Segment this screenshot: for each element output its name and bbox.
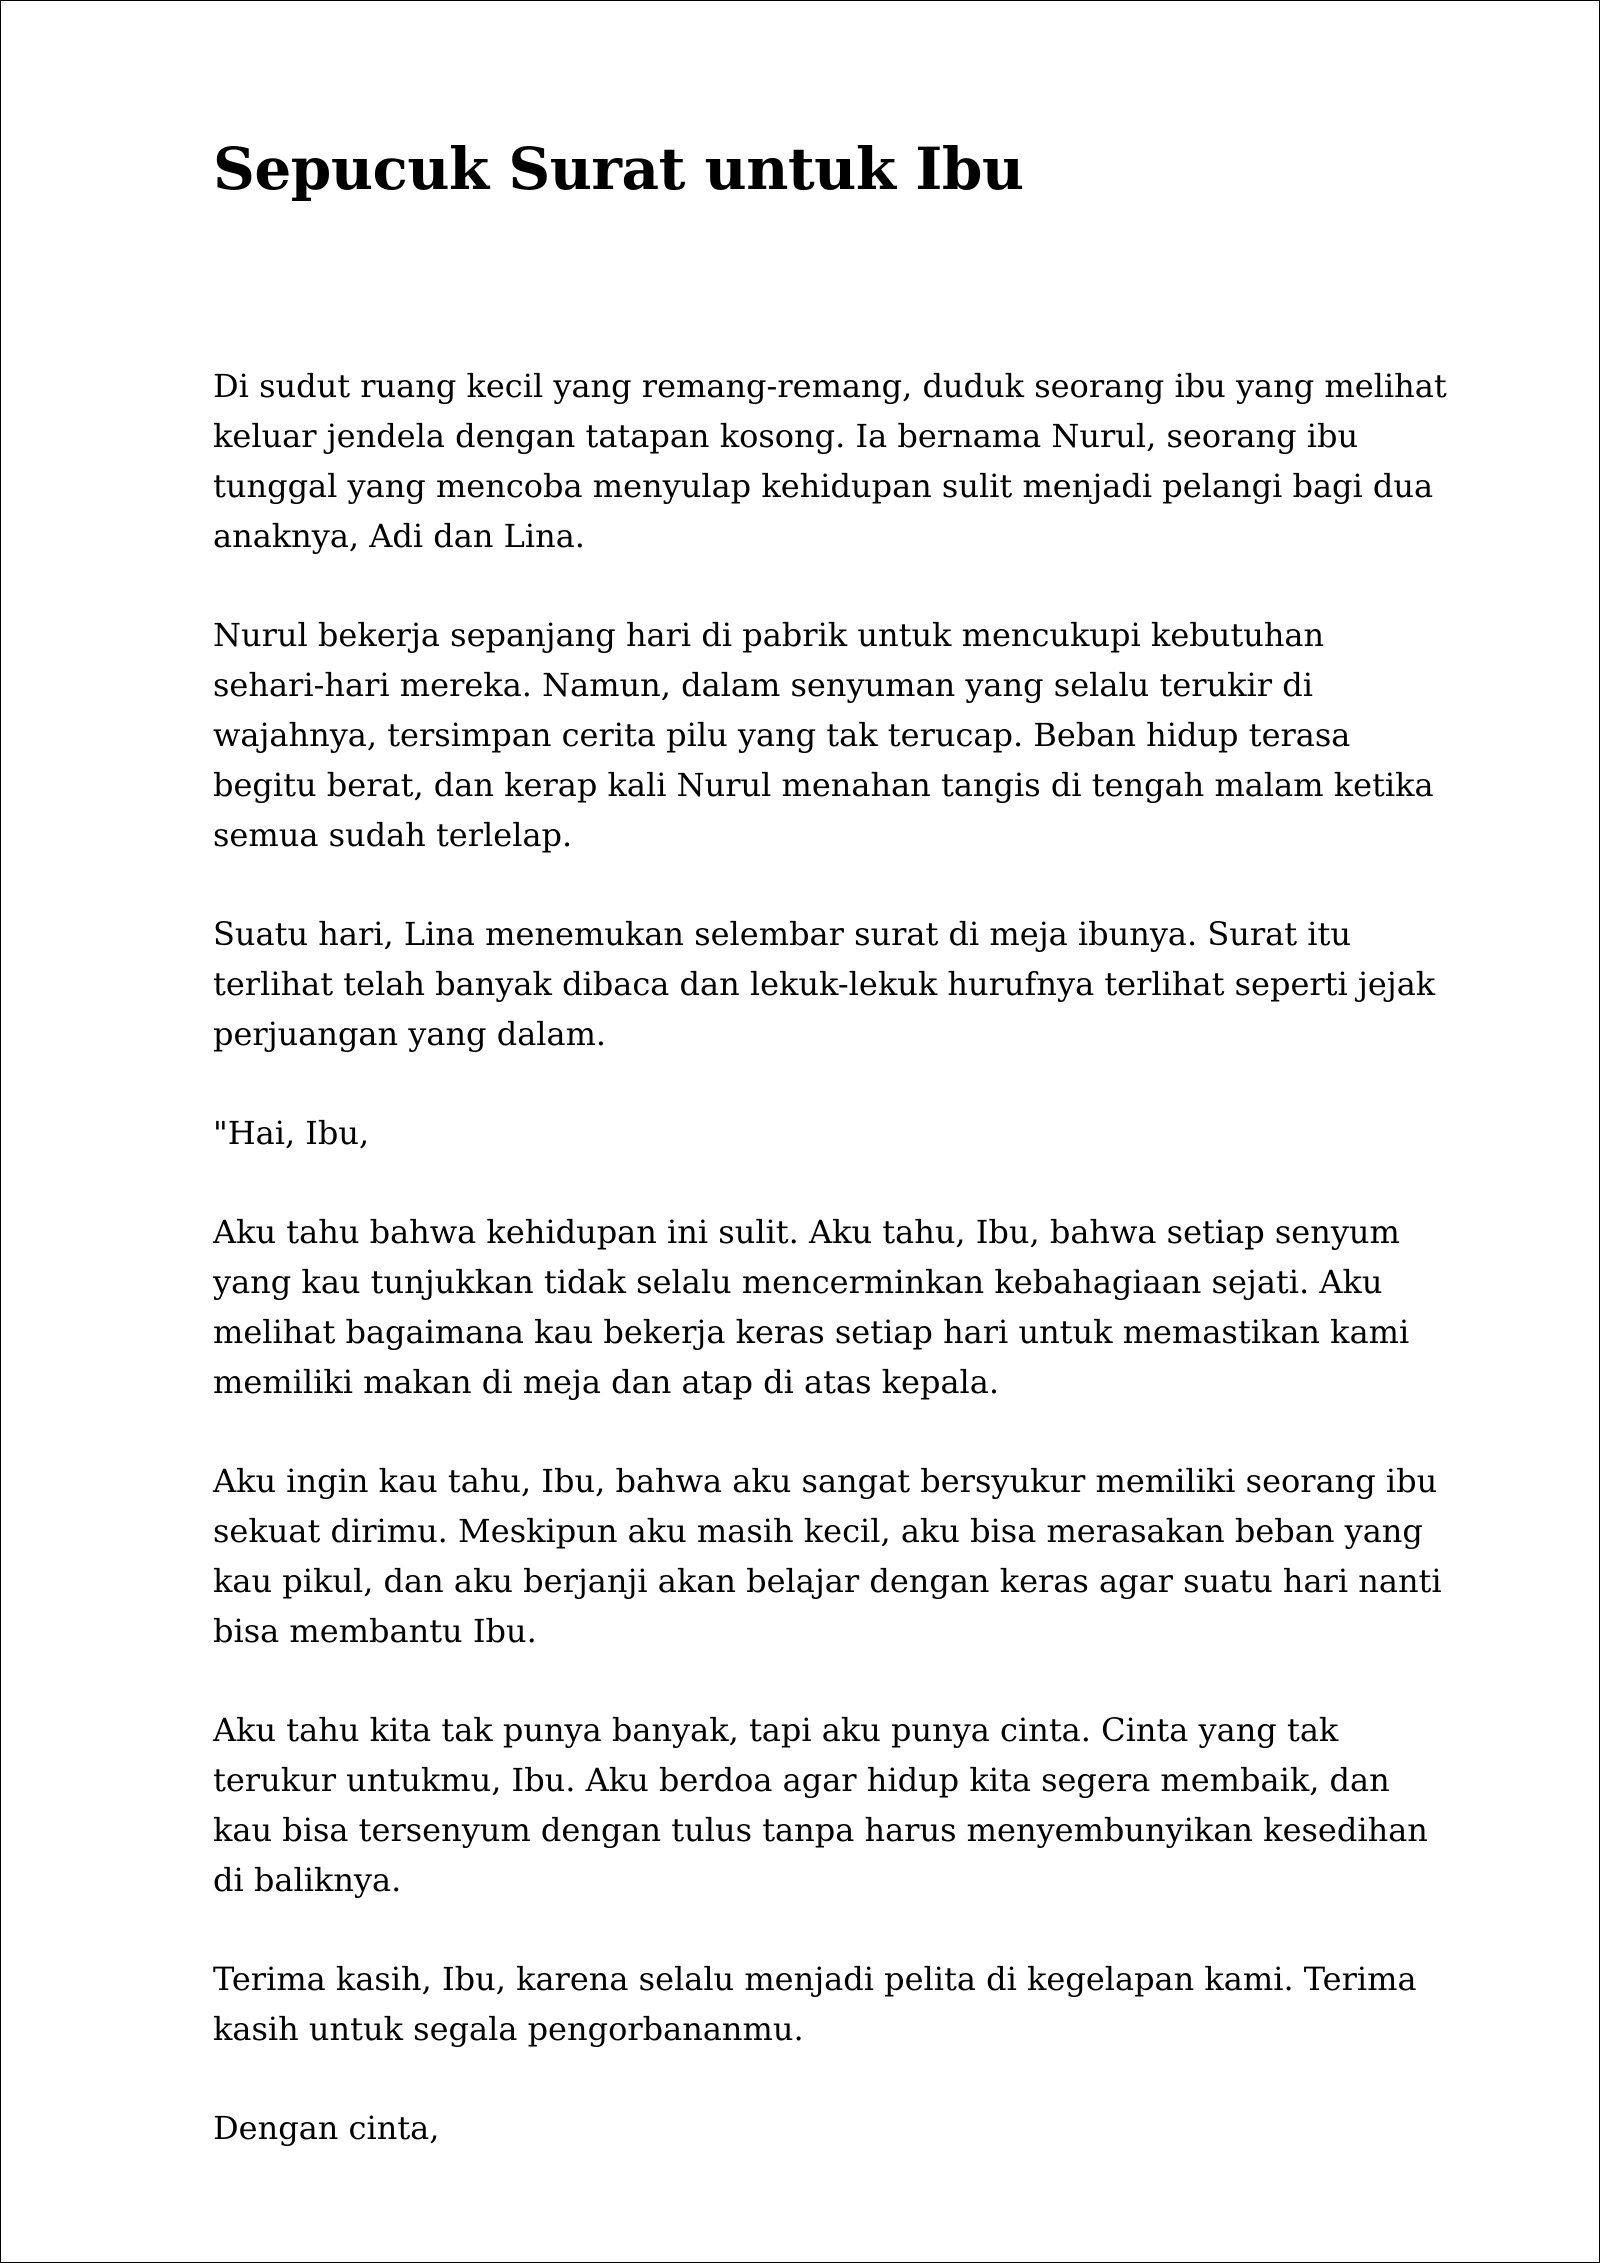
paragraph — [213, 1954, 1433, 2054]
paragraph — [213, 1207, 1433, 1407]
paragraph-line: semua sudah terlelap. — [213, 816, 573, 854]
paragraph — [213, 610, 1433, 860]
paragraph-line: terukur untukmu, Ibu. Aku berdoa agar hidup kita segera membaik, dan — [213, 1761, 1390, 1799]
paragraph-line: wajahnya, tersimpan cerita pilu yang tak terucap. Beban hidup terasa — [213, 716, 1351, 754]
paragraph-line: anaknya, Adi dan Lina. — [213, 517, 585, 555]
paragraph-line: Di sudut ruang kecil yang remang-remang, duduk seorang ibu yang melihat — [213, 367, 1447, 405]
paragraph-line: sekuat dirimu. Meskipun aku masih kecil, aku bisa merasakan beban yang — [213, 1512, 1423, 1550]
paragraph — [213, 1705, 1433, 1905]
document-body — [213, 361, 1447, 2202]
paragraph-line: Dengan cinta, — [213, 2109, 440, 2147]
paragraph-line: melihat bagaimana kau bekerja keras setiap hari untuk memastikan kami — [213, 1313, 1410, 1351]
paragraph-line: keluar jendela dengan tatapan kosong. Ia bernama Nurul, seorang ibu — [213, 417, 1359, 455]
paragraph-line: Aku tahu bahwa kehidupan ini sulit. Aku tahu, Ibu, bahwa setiap senyum — [213, 1213, 1400, 1251]
paragraph-line: bisa membantu Ibu. — [213, 1612, 537, 1650]
paragraph-line: Aku ingin kau tahu, Ibu, bahwa aku sangat bersyukur memiliki seorang ibu — [213, 1462, 1438, 1500]
paragraph — [213, 1108, 1433, 1158]
paragraph-line: kasih untuk segala pengorbananmu. — [213, 2010, 804, 2048]
paragraph-line: begitu berat, dan kerap kali Nurul menahan tangis di tengah malam ketika — [213, 766, 1434, 804]
paragraph-line: Terima kasih, Ibu, karena selalu menjadi pelita di kegelapan kami. Terima — [213, 1960, 1417, 1998]
paragraph-line: kau pikul, dan aku berjanji akan belajar dengan keras agar suatu hari nanti — [213, 1562, 1442, 1600]
paragraph-line: Nurul bekerja sepanjang hari di pabrik untuk mencukupi kebutuhan — [213, 616, 1325, 654]
document-title: Sepucuk Surat untuk Ibu — [213, 135, 1024, 203]
paragraph-line: tunggal yang mencoba menyulap kehidupan sulit menjadi pelangi bagi dua — [213, 467, 1434, 505]
paragraph-line: Suatu hari, Lina menemukan selembar surat di meja ibunya. Surat itu — [213, 915, 1351, 953]
paragraph-line: sehari-hari mereka. Namun, dalam senyuman yang selalu terukir di — [213, 666, 1313, 704]
paragraph — [213, 1456, 1442, 1656]
paragraph-line: terlihat telah banyak dibaca dan lekuk-lekuk hurufnya terlihat seperti jejak — [213, 965, 1436, 1003]
paragraph-line: "Hai, Ibu, — [213, 1114, 370, 1152]
paragraph — [213, 2103, 1433, 2153]
paragraph-line: yang kau tunjukkan tidak selalu mencerminkan kebahagiaan sejati. Aku — [213, 1263, 1383, 1301]
paragraph — [213, 909, 1436, 1059]
paragraph-line: kau bisa tersenyum dengan tulus tanpa harus menyembunyikan kesedihan — [213, 1811, 1428, 1849]
paragraph-line: memiliki makan di meja dan atap di atas kepala. — [213, 1363, 1000, 1401]
paragraph-line: di baliknya. — [213, 1861, 402, 1899]
paragraph-line: Aku tahu kita tak punya banyak, tapi aku punya cinta. Cinta yang tak — [213, 1711, 1339, 1749]
paragraph — [213, 361, 1447, 561]
paragraph-line: perjuangan yang dalam. — [213, 1015, 607, 1053]
